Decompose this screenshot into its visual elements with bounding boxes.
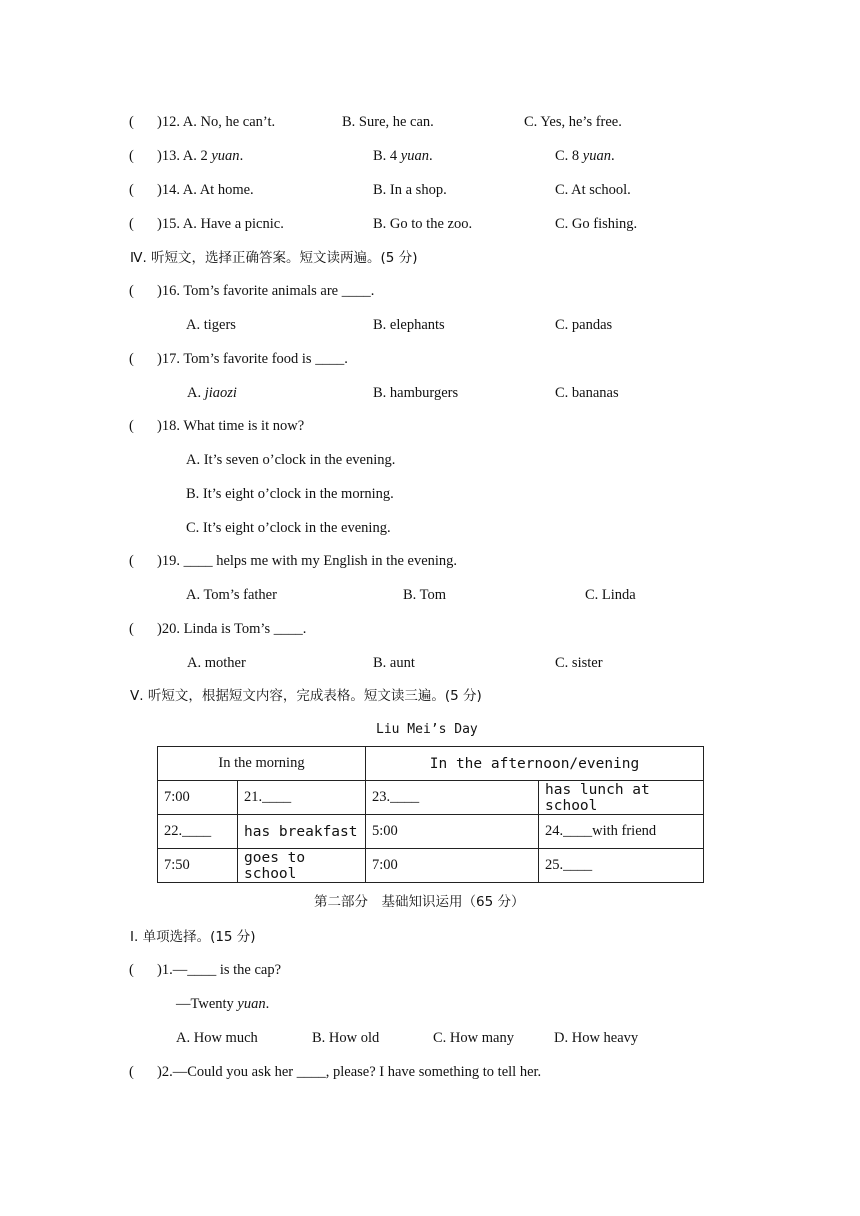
answer-blank-paren: (	[129, 1064, 134, 1080]
q17-stem: )17. Tom’s favorite food is ____.	[157, 351, 348, 367]
q16-stem: )16. Tom’s favorite animals are ____.	[157, 283, 375, 299]
q18-option-c: C. It’s eight o’clock in the evening.	[186, 520, 391, 536]
table-row	[158, 815, 704, 849]
q1-option-b: B. How old	[312, 1030, 380, 1046]
blank-23[interactable]: 23.____	[366, 781, 539, 815]
q14-option-b: B. In a shop.	[373, 182, 447, 198]
table-header-row	[158, 747, 704, 781]
table-cell: has breakfast	[238, 815, 366, 849]
q16-option-c: C. pandas	[555, 317, 613, 333]
answer-blank-paren: (	[129, 553, 134, 569]
table-row	[158, 849, 704, 883]
q2-stem: )2.—Could you ask her ____, please? I have something to tell her.	[157, 1064, 542, 1080]
q1-option-c: C. How many	[433, 1030, 514, 1046]
answer-blank-paren: (	[129, 182, 134, 198]
answer-blank-paren: (	[129, 283, 134, 299]
answer-blank-paren: (	[129, 148, 134, 164]
q1-option-d: D. How heavy	[554, 1030, 639, 1046]
table-cell: 7:50	[158, 849, 238, 883]
table-cell: 7:00	[158, 781, 238, 815]
q12-option-c: C. Yes, he’s free.	[524, 114, 622, 130]
q12-option-b: B. Sure, he can.	[342, 114, 434, 130]
table-cell: has lunch at school	[539, 781, 704, 815]
q16-option-a: A. tigers	[186, 317, 236, 333]
blank-22[interactable]: 22.____	[158, 815, 238, 849]
answer-blank-paren: (	[129, 621, 134, 637]
blank-24[interactable]: 24.____with friend	[539, 815, 704, 849]
q13-option-b: B. 4 yuan.	[373, 148, 433, 164]
q18-stem: )18. What time is it now?	[157, 418, 305, 434]
q19-option-a: A. Tom’s father	[186, 587, 277, 603]
q15-option-b: B. Go to the zoo.	[373, 216, 473, 232]
q17-option-b: B. hamburgers	[373, 385, 459, 401]
section-1-heading: Ⅰ. 单项选择。(15 分)	[130, 929, 256, 945]
q19-option-c: C. Linda	[585, 587, 636, 603]
answer-blank-paren: (	[129, 114, 134, 130]
q14-option-c: C. At school.	[555, 182, 631, 198]
section-5-heading: Ⅴ. 听短文，根据短文内容，完成表格。短文读三遍。(5 分)	[130, 688, 482, 704]
section-4-heading: Ⅳ. 听短文，选择正确答案。短文读两遍。(5 分)	[130, 250, 418, 266]
q13-stem: )13. A. 2 yuan.	[157, 148, 244, 164]
table-row	[158, 781, 704, 815]
table-title: Liu Mei’s Day	[376, 722, 478, 737]
q1-answer: —Twenty yuan.	[176, 996, 270, 1012]
q17-option-a: A. jiaozi	[187, 385, 237, 401]
q18-option-b: B. It’s eight o’clock in the morning.	[186, 486, 394, 502]
answer-blank-paren: (	[129, 351, 134, 367]
q20-option-b: B. aunt	[373, 655, 415, 671]
q13-option-c: C. 8 yuan.	[555, 148, 615, 164]
blank-25[interactable]: 25.____	[539, 849, 704, 883]
answer-blank-paren: (	[129, 216, 134, 232]
table-cell: 5:00	[366, 815, 539, 849]
q15-stem: )15. A. Have a picnic.	[157, 216, 284, 232]
table-cell: 7:00	[366, 849, 539, 883]
q19-stem: )19. ____ helps me with my English in the evening.	[157, 553, 458, 569]
q17-option-c: C. bananas	[555, 385, 619, 401]
q1-option-a: A. How much	[176, 1030, 258, 1046]
blank-21[interactable]: 21.____	[238, 781, 366, 815]
header-afternoon-evening: In the afternoon/evening	[366, 747, 704, 781]
q20-option-a: A. mother	[187, 655, 246, 671]
q18-option-a: A. It’s seven o’clock in the evening.	[186, 452, 396, 468]
answer-blank-paren: (	[129, 418, 134, 434]
q14-stem: )14. A. At home.	[157, 182, 254, 198]
q20-stem: )20. Linda is Tom’s ____.	[157, 621, 307, 637]
q1-stem: )1.—____ is the cap?	[157, 962, 282, 978]
table-cell: goes to school	[238, 849, 366, 883]
header-morning: In the morning	[158, 747, 366, 781]
q20-option-c: C. sister	[555, 655, 603, 671]
daily-schedule-table	[157, 746, 704, 883]
q12-stem: )12. A. No, he can’t.	[157, 114, 276, 130]
answer-blank-paren: (	[129, 962, 134, 978]
q16-option-b: B. elephants	[373, 317, 445, 333]
q15-option-c: C. Go fishing.	[555, 216, 638, 232]
part-2-title: 第二部分 基础知识运用（65 分）	[314, 894, 525, 910]
q19-option-b: B. Tom	[403, 587, 447, 603]
